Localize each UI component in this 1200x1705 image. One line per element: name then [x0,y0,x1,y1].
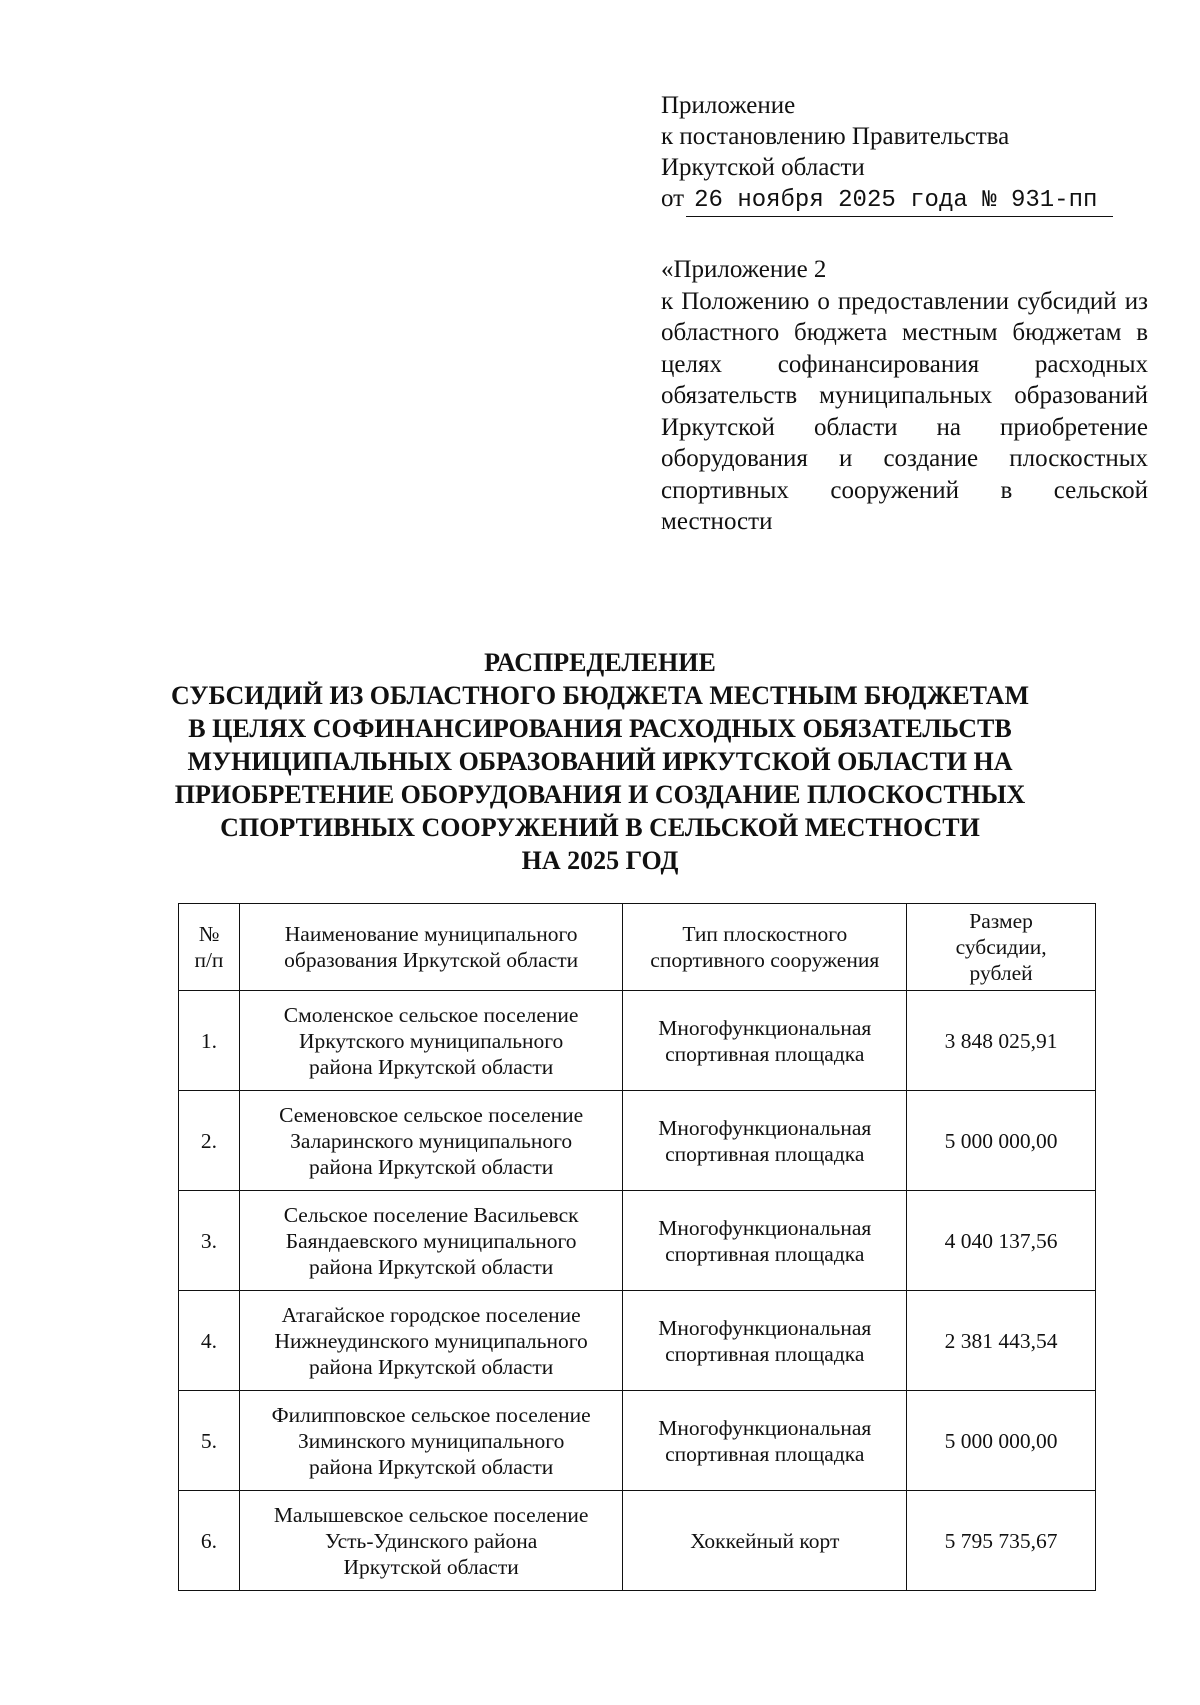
title-line: НА 2025 ГОД [521,846,679,875]
subsidy-amount: 2 381 443,54 [907,1291,1096,1391]
municipality-name-line: района Иркутской области [309,1154,554,1179]
municipality-name-line: района Иркутской области [309,1354,554,1379]
row-number: 1. [179,991,240,1091]
title-line: СПОРТИВНЫХ СООРУЖЕНИЙ В СЕЛЬСКОЙ МЕСТНОСТИ [220,813,980,842]
subsidy-amount: 3 848 025,91 [907,991,1096,1091]
facility-type [623,1491,907,1591]
facility-type-line: спортивная площадка [665,1341,865,1366]
municipality-name [239,1391,622,1491]
municipality-name-line: Филипповское сельское поселение [271,1402,591,1427]
date-value: 26 ноября 2025 года № 931-пп [686,185,1113,217]
header-municipality [239,904,622,991]
header-number-line: п/п [194,948,224,972]
municipality-name-line: района Иркутской области [309,1254,554,1279]
municipality-name-line: Усть-Удинского района [324,1528,538,1553]
facility-type [623,991,907,1091]
annex-2-block [661,254,1148,538]
title-line: МУНИЦИПАЛЬНЫХ ОБРАЗОВАНИЙ ИРКУТСКОЙ ОБЛАСТИ НА [187,747,1013,776]
facility-type-line: спортивная площадка [665,1441,865,1466]
municipality-name-line: Заларинского муниципального [290,1128,573,1153]
distribution-table [178,903,1096,1591]
table-row [179,991,1096,1091]
annex-2-title: «Приложение 2 [661,256,827,283]
facility-type-line: спортивная площадка [665,1041,865,1066]
title-line: ПРИОБРЕТЕНИЕ ОБОРУДОВАНИЯ И СОЗДАНИЕ ПЛОСКОСТНЫХ [174,780,1026,809]
municipality-name [239,1291,622,1391]
facility-type [623,1291,907,1391]
row-number: 4. [179,1291,240,1391]
title-line: В ЦЕЛЯХ СОФИНАНСИРОВАНИЯ РАСХОДНЫХ ОБЯЗАТЕЛЬСТВ [188,714,1012,743]
subsidy-amount: 5 795 735,67 [907,1491,1096,1591]
title-line: СУБСИДИЙ ИЗ ОБЛАСТНОГО БЮДЖЕТА МЕСТНЫМ БЮДЖЕТАМ [171,681,1029,710]
table-row [179,1391,1096,1491]
facility-type-line: Многофункциональная [658,1315,872,1340]
municipality-name-line: Иркутской области [343,1554,519,1579]
subsidy-amount: 5 000 000,00 [907,1091,1096,1191]
header-number-line: № [198,922,220,946]
municipality-name-line: Иркутского муниципального [298,1028,564,1053]
header-municipality-line: образования Иркутской области [284,948,579,972]
row-number: 5. [179,1391,240,1491]
facility-type-line: спортивная площадка [665,1141,865,1166]
facility-type [623,1191,907,1291]
municipality-name-line: Малышевское сельское поселение [273,1502,589,1527]
row-number: 3. [179,1191,240,1291]
table-header-row [179,904,1096,991]
row-number: 6. [179,1491,240,1591]
subsidy-amount: 5 000 000,00 [907,1391,1096,1491]
annex-2-body: к Положению о предоставлении субсидий из областного бюджета местным бюджетам в целях софинансирования расходных обязательств муниципальных образований Иркутской области на приобретение оборудования и создание плоскостных спортивных сооружений в сельской местности [661,287,1148,535]
municipality-name [239,1091,622,1191]
municipality-name-line: Атагайское городское поселение [281,1302,581,1327]
document-title [150,646,1050,877]
date-prefix: от [661,185,685,212]
facility-type-line: Многофункциональная [658,1115,872,1140]
facility-type-line: Многофункциональная [658,1215,872,1240]
title-line: РАСПРЕДЕЛЕНИЕ [484,648,716,677]
header-municipality-line: Наименование муниципального [284,922,578,946]
municipality-name [239,1491,622,1591]
table-row [179,1091,1096,1191]
municipality-name-line: Зиминского муниципального [297,1428,565,1453]
table-row [179,1291,1096,1391]
municipality-name-line: района Иркутской области [309,1054,554,1079]
municipality-name [239,1191,622,1291]
municipality-name-line: Баяндаевского муниципального [285,1228,577,1253]
municipality-name [239,991,622,1091]
table-row [179,1491,1096,1591]
facility-type [623,1091,907,1191]
subsidy-amount: 4 040 137,56 [907,1191,1096,1291]
header-facility-type-line: Тип плоскостного [682,922,848,946]
annex-line-3: Иркутской области [661,154,865,181]
annex-line-2: к постановлению Правительства [661,123,1010,150]
municipality-name-line: Сельское поселение Васильевск [283,1202,579,1227]
header-subsidy-amount [907,904,1096,991]
municipality-name-line: Нижнеудинского муниципального [274,1328,588,1353]
facility-type-line: Хоккейный корт [690,1528,840,1553]
table-body [179,991,1096,1591]
row-number: 2. [179,1091,240,1191]
header-subsidy-amount-line: Размер [969,909,1033,933]
municipality-name-line: района Иркутской области [309,1454,554,1479]
facility-type [623,1391,907,1491]
facility-type-line: Многофункциональная [658,1415,872,1440]
header-facility-type [623,904,907,991]
facility-type-line: Многофункциональная [658,1015,872,1040]
header-subsidy-amount-line: рублей [969,961,1033,985]
municipality-name-line: Смоленское сельское поселение [283,1002,579,1027]
annex-date-line [661,183,1151,217]
header-facility-type-line: спортивного сооружения [650,948,880,972]
annex-line-1: Приложение [661,92,796,119]
municipality-name-line: Семеновское сельское поселение [279,1102,584,1127]
facility-type-line: спортивная площадка [665,1241,865,1266]
header-number [179,904,240,991]
header-subsidy-amount-line: субсидии, [955,935,1047,959]
table-row [179,1191,1096,1291]
annex-header [661,90,1151,217]
